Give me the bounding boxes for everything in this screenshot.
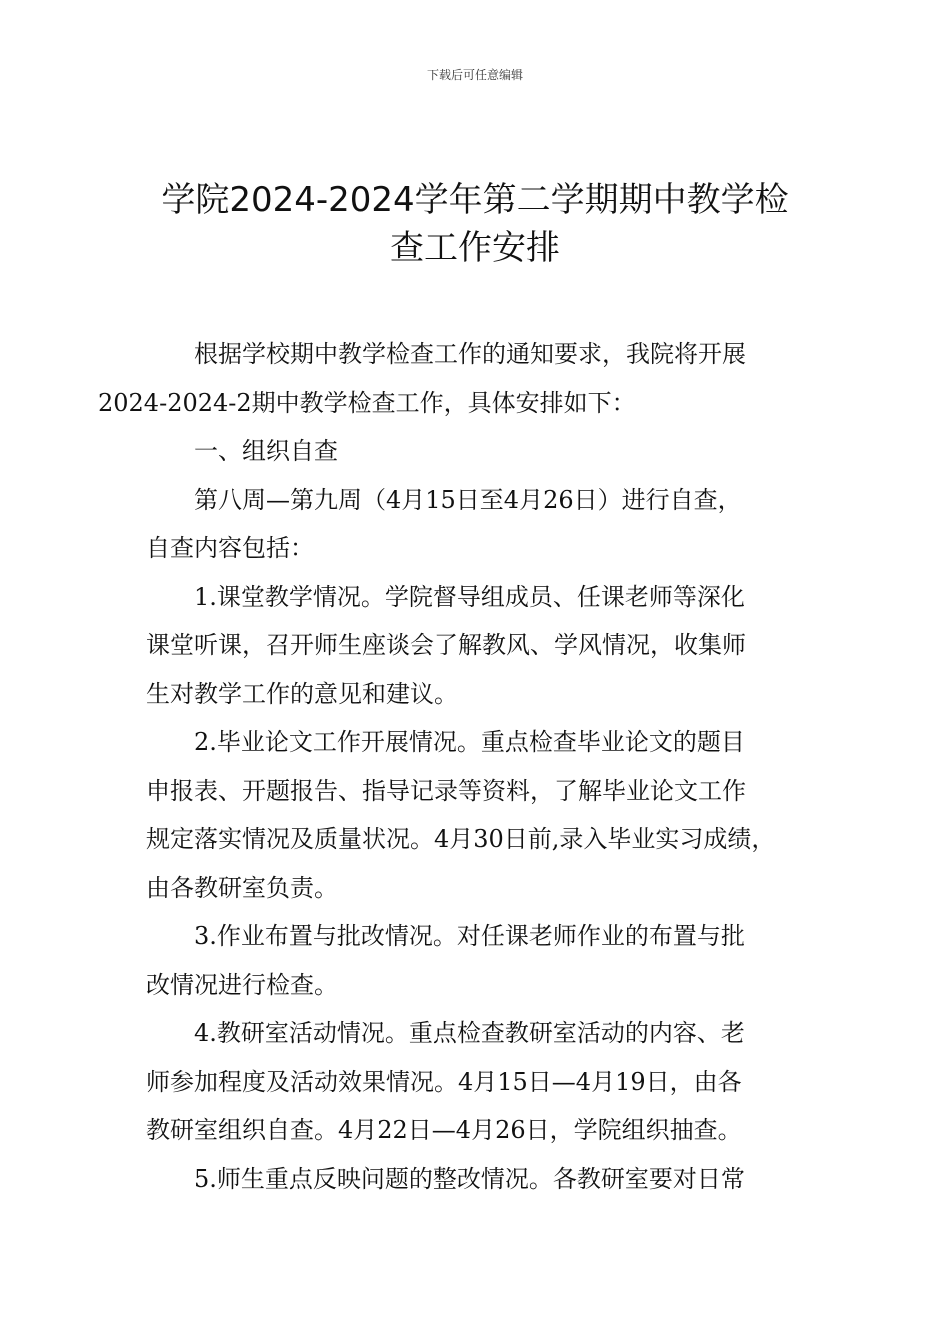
text-line: 根据学校期中教学检查工作的通知要求，我院将开展 bbox=[194, 340, 746, 368]
text-line: 一、组织自查 bbox=[194, 437, 338, 465]
text-line: 自查内容包括： bbox=[146, 534, 314, 562]
document-body bbox=[98, 330, 826, 1203]
paragraph-schedule bbox=[146, 476, 826, 573]
text-line: 师参加程度及活动效果情况。4月15日—4月19日，由各 bbox=[146, 1067, 742, 1096]
text-line: 2.毕业论文工作开展情况。重点检查毕业论文的题目 bbox=[194, 728, 745, 756]
text-line: 1.课堂教学情况。学院督导组成员、任课老师等深化 bbox=[194, 582, 745, 611]
text-line: 改情况进行检查。 bbox=[146, 970, 338, 999]
paragraph-item-3 bbox=[146, 912, 826, 1009]
text-line: 规定落实情况及质量状况。4月30日前,录入毕业实习成绩， bbox=[146, 825, 776, 853]
text-line: 2024-2024-2期中教学检查工作，具体安排如下： bbox=[98, 388, 636, 417]
text-line: 课堂听课，召开师生座谈会了解教风、学风情况，收集师 bbox=[146, 631, 746, 659]
text-line: 4.教研室活动情况。重点检查教研室活动的内容、老 bbox=[194, 1019, 745, 1047]
title-line-1: 学院2024-2024学年第二学期期中教学检 bbox=[161, 180, 789, 220]
text-line: 第八周—第九周（4月15日至4月26日）进行自查， bbox=[194, 485, 742, 514]
text-line: 生对教学工作的意见和建议。 bbox=[146, 679, 458, 708]
text-line: 由各教研室负责。 bbox=[146, 873, 338, 902]
text-line: 3.作业布置与批改情况。对任课老师作业的布置与批 bbox=[194, 922, 745, 950]
paragraph-item-5 bbox=[146, 1155, 826, 1204]
header-note: 下载后可任意编辑 bbox=[426, 68, 523, 82]
section-heading bbox=[146, 427, 826, 476]
paragraph-item-2 bbox=[146, 718, 826, 912]
paragraph-intro bbox=[98, 330, 826, 427]
text-line: 申报表、开题报告、指导记录等资料，了解毕业论文工作 bbox=[146, 776, 746, 805]
paragraph-item-1 bbox=[146, 573, 826, 719]
paragraph-item-4 bbox=[146, 1009, 826, 1155]
text-line: 5.师生重点反映问题的整改情况。各教研室要对日常 bbox=[194, 1164, 745, 1193]
text-line: 教研室组织自查。4月22日—4月26日，学院组织抽查。 bbox=[146, 1116, 742, 1144]
title-line-2: 查工作安排 bbox=[390, 228, 560, 268]
document-title bbox=[100, 176, 850, 272]
